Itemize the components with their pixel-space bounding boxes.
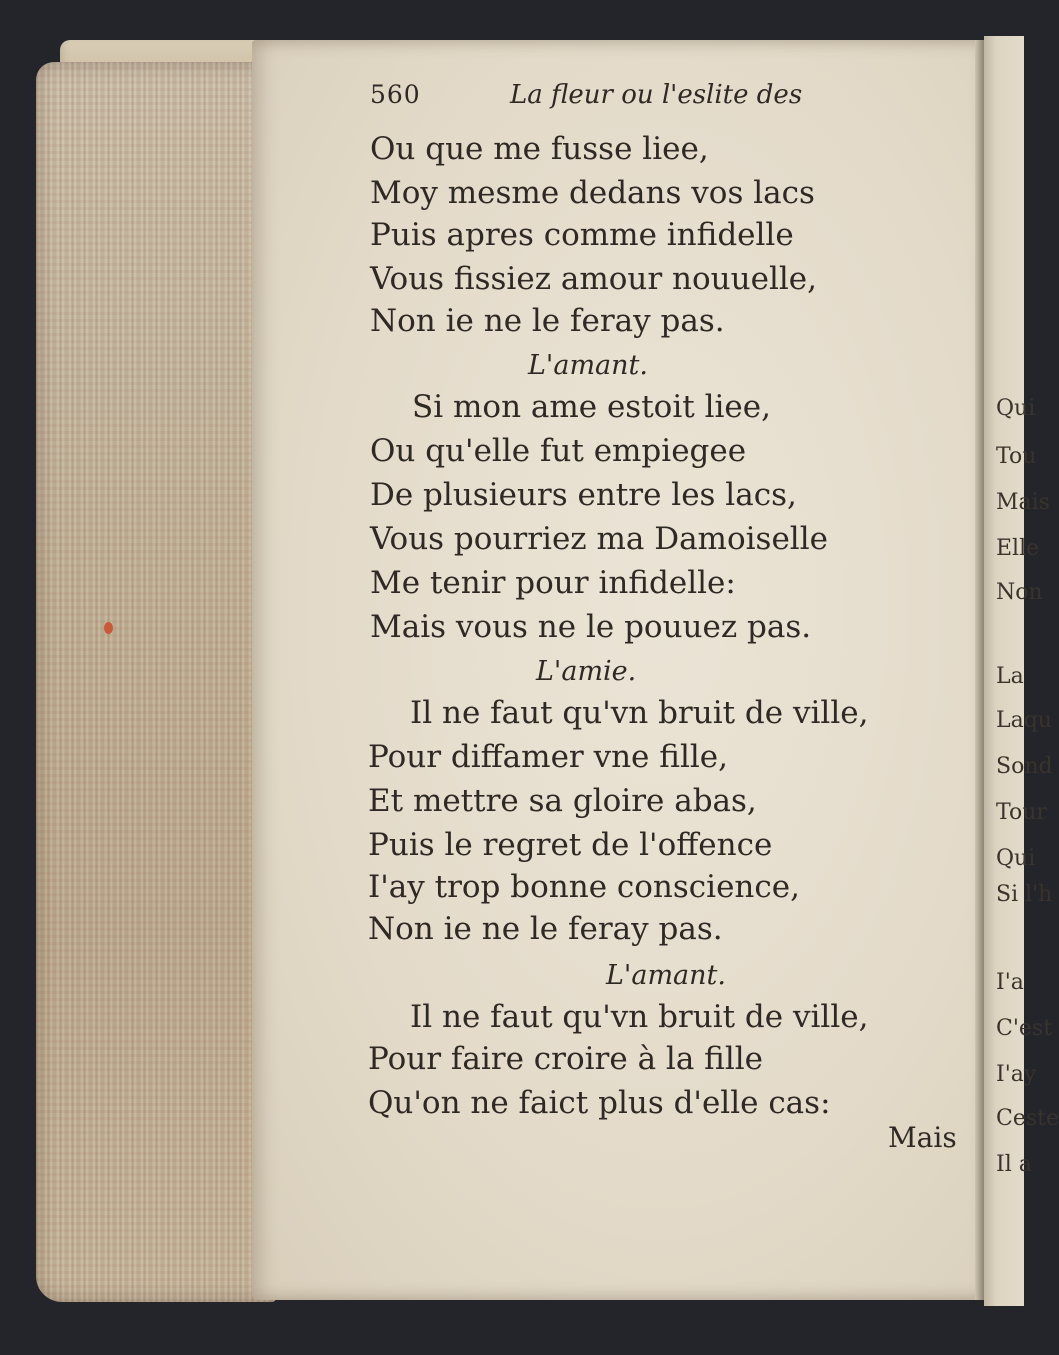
facing-page-fragment: I'a [996,970,1024,995]
verse-line: Il ne faut qu'vn bruit de ville, [410,695,869,731]
verse-line: Non ie ne le feray pas. [370,303,725,339]
verse-line: Pour faire croire à la fille [368,1041,764,1077]
running-title: La fleur ou l'eslite des [510,80,803,110]
page-header [370,78,820,118]
verse-line: Ou qu'elle fut empiegee [370,433,747,469]
facing-page-fragment: I'ay [996,1062,1037,1087]
speaker-label: L'amie. [536,656,637,687]
facing-page-fragment: Il a [996,1152,1032,1177]
facing-page-fragment: Sond [996,754,1053,779]
facing-page-fragment: Qui [996,846,1036,871]
page-number: 560 [370,80,421,109]
facing-page-fragment: Si l'h [996,882,1053,907]
verse-line: Vous pourriez ma Damoiselle [370,521,828,557]
verse-line: Pour diffamer vne fille, [368,739,728,775]
verse-line: Puis le regret de l'offence [368,827,773,863]
facing-page-fragment: Ceste [996,1106,1059,1131]
speaker-label: L'amant. [528,350,648,381]
facing-page-fragment: Mais [996,490,1050,515]
verse-line: Et mettre sa gloire abas, [368,783,757,819]
facing-page-fragment: Tou [996,444,1037,469]
verse-line: De plusieurs entre les lacs, [370,477,797,513]
edge-speckle [36,62,276,1302]
facing-page-fragment: Laqu [996,708,1052,733]
verse-line: Me tenir pour infidelle: [370,565,736,601]
facing-page-fragment: Qui [996,396,1036,421]
catchword: Mais [888,1121,957,1154]
facing-page-fragment: La [996,664,1024,689]
facing-page-fragment: Tour [996,800,1047,825]
facing-page-sliver [984,36,1059,1306]
verse-line: Puis apres comme infidelle [370,217,794,253]
verse-line: Si mon ame estoit liee, [412,389,771,425]
facing-page-fragment: C'est [996,1016,1053,1041]
verse-line: Non ie ne le feray pas. [368,911,723,947]
verse-line: Il ne faut qu'vn bruit de ville, [410,999,869,1035]
verse-line: Ou que me fusse liee, [370,131,709,167]
facing-page-fragment: Non [996,580,1043,605]
verse-line: Moy mesme dedans vos lacs [370,175,815,211]
verse-line: Vous fissiez amour nouuelle, [370,261,817,297]
page-block-fore-edge [36,62,276,1302]
edge-red-mark [104,622,113,634]
facing-page-fragment: Elle [996,536,1040,561]
verse-line: I'ay trop bonne conscience, [368,869,800,905]
verse-line: Qu'on ne faict plus d'elle cas: [368,1085,831,1121]
speaker-label: L'amant. [606,960,726,991]
verse-line: Mais vous ne le pouuez pas. [370,609,812,645]
